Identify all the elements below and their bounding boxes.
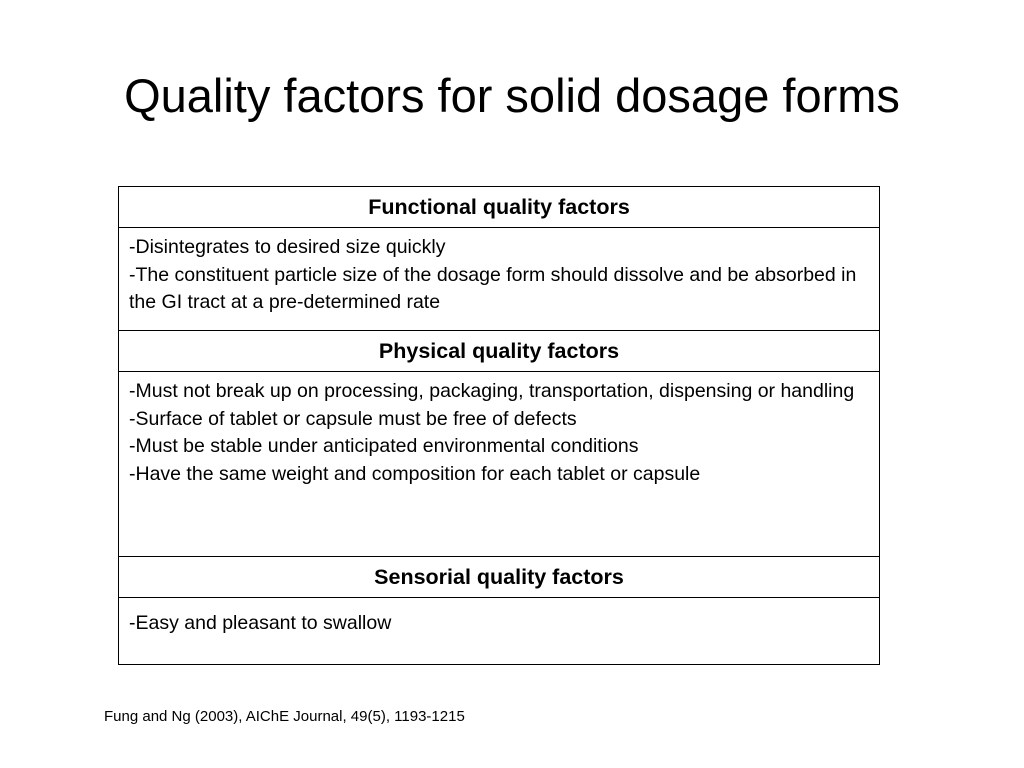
physical-factor-item: -Surface of tablet or capsule must be free of defects bbox=[129, 407, 577, 430]
slide-title: Quality factors for solid dosage forms bbox=[124, 69, 900, 122]
sensorial-factors-header bbox=[119, 557, 880, 598]
quality-factors-table bbox=[118, 186, 880, 665]
physical-factors-header bbox=[119, 331, 880, 372]
physical-factors-header-label: Physical quality factors bbox=[378, 339, 620, 363]
table-row bbox=[119, 331, 880, 372]
physical-factors-body bbox=[119, 372, 880, 557]
sensorial-factor-item: -Easy and pleasant to swallow bbox=[129, 612, 392, 634]
functional-factors-header bbox=[119, 187, 880, 228]
table-row bbox=[119, 557, 880, 598]
functional-factor-item: -The constituent particle size of the dosage form should dissolve and be absorbed in the GI tract at a pre-determined rate bbox=[129, 263, 857, 313]
citation: Fung and Ng (2003), AIChE Journal, 49(5), 1193-1215 bbox=[104, 708, 465, 725]
functional-factors-body bbox=[119, 228, 880, 331]
physical-factor-item: -Must be stable under anticipated environmental conditions bbox=[129, 435, 639, 457]
table-row bbox=[119, 187, 880, 228]
sensorial-factors-body bbox=[119, 598, 880, 665]
sensorial-factors-header-label: Sensorial quality factors bbox=[374, 565, 624, 589]
physical-factor-item: -Have the same weight and composition for each tablet or capsule bbox=[129, 462, 701, 485]
table-row bbox=[119, 598, 880, 665]
functional-factor-item: -Disintegrates to desired size quickly bbox=[129, 236, 446, 258]
table-row bbox=[119, 372, 880, 557]
physical-factor-item: -Must not break up on processing, packaging, transportation, dispensing or handling bbox=[129, 380, 855, 402]
table-row bbox=[119, 228, 880, 331]
functional-factors-header-label: Functional quality factors bbox=[368, 195, 630, 219]
